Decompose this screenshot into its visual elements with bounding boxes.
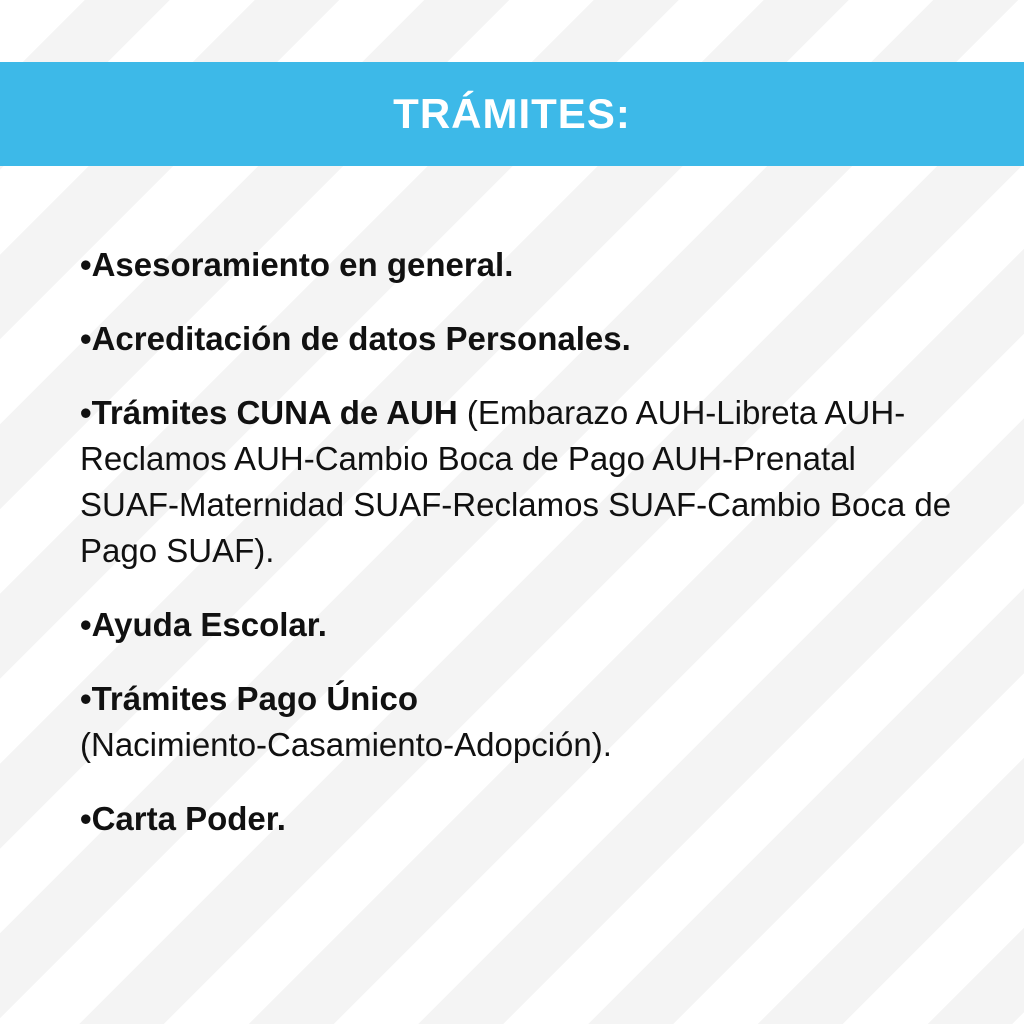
item-title: Asesoramiento en general.	[91, 246, 514, 283]
list-item	[80, 676, 960, 768]
services-list	[80, 242, 960, 870]
bullet-icon: •	[80, 246, 92, 283]
item-title: Ayuda Escolar.	[91, 606, 327, 643]
header-banner	[0, 62, 1024, 166]
list-item	[80, 602, 960, 648]
bullet-icon: •	[80, 680, 92, 717]
bullet-icon: •	[80, 606, 92, 643]
bullet-icon: •	[80, 394, 92, 431]
list-item	[80, 242, 960, 288]
page-title: TRÁMITES:	[393, 90, 631, 137]
item-detail: (Embarazo AUH-Libreta AUH-Reclamos AUH-Cambio Boca de Pago AUH-Prenatal SUAF-Maternidad SUAF-Reclamos SUAF-Cambio Boca de Pago SUAF).	[80, 394, 952, 569]
list-item	[80, 796, 960, 842]
item-title: Trámites Pago Único	[91, 680, 418, 717]
bullet-icon: •	[80, 320, 92, 357]
item-title: Trámites CUNA de AUH	[91, 394, 458, 431]
bullet-icon: •	[80, 800, 92, 837]
list-item	[80, 316, 960, 362]
list-item	[80, 390, 960, 574]
item-detail: (Nacimiento-Casamiento-Adopción).	[80, 726, 612, 763]
item-title: Carta Poder.	[91, 800, 286, 837]
item-title: Acreditación de datos Personales.	[91, 320, 631, 357]
